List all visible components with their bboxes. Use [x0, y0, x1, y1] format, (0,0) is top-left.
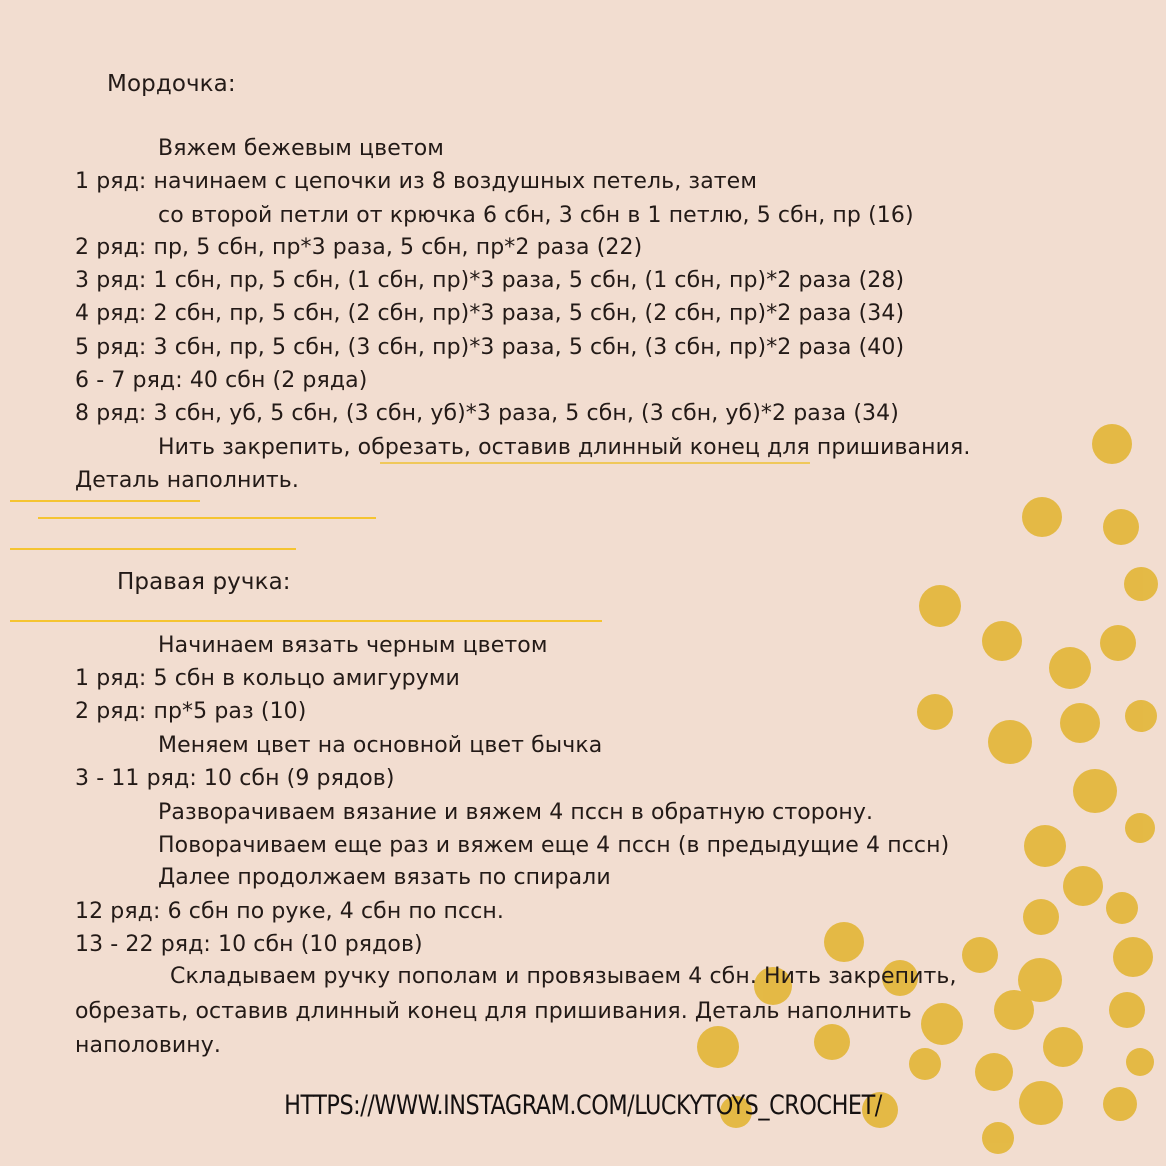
instruction-line: 13 - 22 ряд: 10 сбн (10 рядов)	[75, 932, 423, 957]
instagram-url[interactable]: HTTPS://WWW.INSTAGRAM.COM/LUCKYTOYS_CROCHET/	[284, 1090, 882, 1121]
instruction-line: 1 ряд: начинаем с цепочки из 8 воздушных петель, затем	[75, 169, 758, 194]
instruction-line: 2 ряд: пр, 5 сбн, пр*3 раза, 5 сбн, пр*2 раза (22)	[75, 235, 643, 260]
instruction-line: Складываем ручку пополам и провязываем 4 сбн. Нить закрепить,	[170, 964, 957, 989]
instruction-line: Деталь наполнить.	[75, 468, 299, 493]
instruction-line: 2 ряд: пр*5 раз (10)	[75, 699, 307, 724]
instruction-line: 12 ряд: 6 сбн по руке, 4 сбн по пссн.	[75, 899, 504, 924]
instruction-line: 6 - 7 ряд: 40 сбн (2 ряда)	[75, 368, 368, 393]
instruction-line: со второй петли от крючка 6 сбн, 3 сбн в 1 петлю, 5 сбн, пр (16)	[158, 203, 914, 228]
instruction-line: обрезать, оставив длинный конец для пришивания. Деталь наполнить	[75, 999, 912, 1024]
instruction-line: 4 ряд: 2 сбн, пр, 5 сбн, (2 сбн, пр)*3 раза, 5 сбн, (2 сбн, пр)*2 раза (34)	[75, 301, 905, 326]
accent-rule	[10, 500, 200, 502]
instruction-line: наполовину.	[75, 1033, 221, 1058]
instruction-line: Начинаем вязать черным цветом	[158, 633, 548, 658]
accent-rule	[38, 517, 376, 519]
section-title-right-arm: Правая ручка:	[117, 569, 291, 595]
instruction-line: 8 ряд: 3 сбн, уб, 5 сбн, (3 сбн, уб)*3 раза, 5 сбн, (3 сбн, уб)*2 раза (34)	[75, 401, 899, 426]
instruction-line: 3 - 11 ряд: 10 сбн (9 рядов)	[75, 766, 395, 791]
instruction-line: Нить закрепить, обрезать, оставив длинный конец для пришивания.	[158, 435, 971, 460]
accent-rule	[10, 548, 296, 550]
section-title-face: Мордочка:	[107, 71, 236, 97]
instruction-line: 5 ряд: 3 сбн, пр, 5 сбн, (3 сбн, пр)*3 раза, 5 сбн, (3 сбн, пр)*2 раза (40)	[75, 335, 905, 360]
instruction-line: Вяжем бежевым цветом	[158, 136, 445, 161]
instruction-line: 3 ряд: 1 сбн, пр, 5 сбн, (1 сбн, пр)*3 раза, 5 сбн, (1 сбн, пр)*2 раза (28)	[75, 268, 905, 293]
instruction-line: 1 ряд: 5 сбн в кольцо амигуруми	[75, 666, 460, 691]
instruction-line: Далее продолжаем вязать по спирали	[158, 865, 611, 890]
instruction-line: Разворачиваем вязание и вяжем 4 пссн в обратную сторону.	[158, 800, 874, 825]
instruction-line: Поворачиваем еще раз и вяжем еще 4 пссн (в предыдущие 4 пссн)	[158, 833, 950, 858]
accent-rule	[10, 620, 602, 622]
instruction-line: Меняем цвет на основной цвет бычка	[158, 733, 603, 758]
